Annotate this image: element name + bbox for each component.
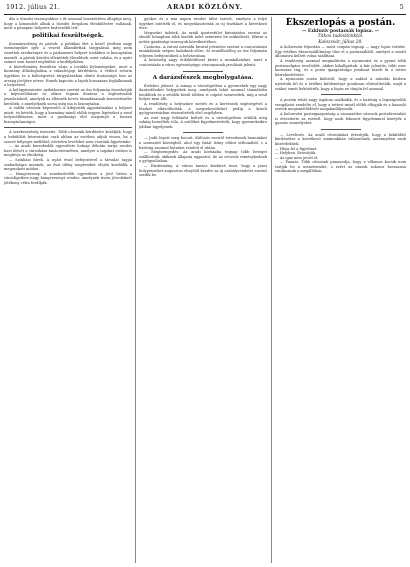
article-paragraph: — Hangverseny. A zenekedvelők egyesülete a jövő héten a városligetben nagy hangversenyt rendez, amelynek tiszta jövedelmét jótékony célra fordítják. [4, 171, 132, 185]
article-paragraph: — Színházi hírek. A nyári évad befejeztével a társulat tagjai szabadságra mennek, az őszi idény szeptember elején kezdődik a megszokott módon. [4, 158, 132, 172]
article-paragraph: Az eset nagy feltűnést keltett és a városligetben sétálók még sokáig beszéltek róla. A szülőket figyelmeztették, hogy gyermekeikre jobban ügyeljenek. [139, 115, 267, 129]
article-paragraph: A kolozsvári postaigazgatóság a szomszédos városok postahivatalait is értesítette az esetről, hogy azok fokozott figyelemmel kísérjék a gyanús személyeket. [275, 111, 406, 126]
article-paragraph: — Levelezés. Az aradi olvasóinkat értesítjük, hogy a beküldött kérdésekre a következő számunkban válaszolunk, amennyiben azok közérdekűek. [275, 132, 406, 146]
section-divider [321, 129, 361, 130]
article-paragraph: A szerkesztőség üzenetei. Több olvasónk kérdésére közöljük, hogy a beküldött kéziratokat csak abban az esetben adjuk vissza, ha a szerző bélyeget mellékel; névtelen leveleket nem veszünk figyelembe. [4, 130, 132, 144]
short-notice: — Helyben. Értesítjük. [275, 151, 317, 156]
article-paragraph: Megszűnt üzletek. Az aradi ipartestület kimutatása szerint az elmúlt hónapban több kisebb üzlet szüntette be működését, főként a nehéz gazdasági viszonyok következtében. [139, 30, 267, 44]
short-notice: — Hívja fel a figyelmet. [275, 146, 318, 151]
article-paragraph: A közvélemény feszülten várja a további fejleményeket, mert a kormány állásfoglalása a választójogi kérdésben, a véderő reform ügyében és a költségvetés tárgyalásában döntő fontosságú lesz az ország jövőjére nézve. Ennek kapcsán a lapok hosszasan foglalkoznak a helyzettel. [4, 64, 132, 88]
article-subheading: Titkos tudósítónktól. [317, 34, 364, 40]
section-divider [183, 132, 223, 133]
article-paragraph: — Az aradi kereskedők egyesülete holnap délután tartja rendes havi ülését a városháza tanácstermében, amelyre a tagokat ezúton is meghívja az elnökség. [4, 144, 132, 158]
article-paragraph: dés a tőzsdei viszonyokhoz s itt azonnal hozzáértően állapítja meg, hogy a kimondott alkuk a tőzsdei forgalom élénkülésére vallanak, mert a pénzpiac helyzete kedvezőbb lett. [4, 17, 132, 31]
article-subheading: — Exkluzív postazsák lopása. — [301, 29, 380, 34]
article-paragraph: Csatorna. A városi mérnöki hivatal jelentése szerint a csatornázási munkálatok szépen haladnak előre, és remélhetőleg az ősz folyamán teljesen befejeződnek a belvárosban. [139, 44, 267, 58]
column-middle [139, 17, 267, 563]
article-paragraph: A postán tehát nagy izgalom uralkodik, és a hatóság a legszigorúbb vizsgálatot rendelte el, hogy a tettest minél előbb elfogják és a hasonló esetek megismétlődését megakadályozzák. [275, 98, 406, 112]
section-divider [321, 94, 361, 95]
article-paragraph: — Panasz. Több olvasónk panaszolja, hogy a villamos kocsik nem tartják be a menetrendet, s ezért az utasok sokszor hosszasan várakoznak a megállókon. [275, 160, 406, 174]
section-divider [183, 71, 223, 72]
article-paragraph: A közönség nagy érdeklődéssel kíséri a munkálatokat, mert a csatornázás a város egészségügyi viszonyainak javulását jelenti. [139, 58, 267, 67]
article-paragraph: A vidéki városok képviselői is kifejezték aggodalmukat a helyzet miatt, és kérték, hogy a kormány minél előbb tegyen lépéseket a rend helyreállítására, mert a gazdasági élet megsínyli a hosszú bizonytalanságot. [4, 106, 132, 124]
article-paragraph: Kormányválság és pártok: a politikai élet a közel jövőben nagy eseményeket ígér, a vezető államférfiak tárgyalásai még nem vezettek eredményre és a parlamenti helyzet továbbra is bizonytalan maradt. A pártok közötti ellentétek élesebbek, mint valaha, és a nyári szünet sem hozott enyhülést a kedélyekben. [4, 41, 132, 65]
article-paragraph: Érdekes jelenet. A minap a városligetben a gyermekek egy nagy darázsfészket bolygattak meg, amelynek lakói azonnal támadásba lendültek és a sétálók közül többen is csípést szenvedtek, míg a rend helyre nem állt. [139, 83, 267, 102]
article-paragraph: gyükre és a mai napon rendes ülést tartott, amelyen a folyó ügyeket intézték el, és megválasztották az új tisztikart a következő évre. [139, 17, 267, 31]
article-paragraph: A kolozsvári főpostán — most csupán tegnap — nagy lopás történt. Egy értékes ékszerszállítmány tűnt el a postazsákból, amelyet a vasúti állomásra kellett volna szállítani. [275, 45, 406, 59]
short-notice: — Az igaz nem jutott el. [275, 155, 319, 160]
article-heading: A darázsfészek megbolygatása. [152, 74, 254, 81]
newspaper-title: ARADI KÖZLÖNY. [167, 3, 243, 11]
article-paragraph: — Megbetegedés. Az aradi kórházba tegnap több beteget szállítottak, akiknek állapota aggasztó, de az orvosok reménykednek a gyógyulásban. [139, 150, 267, 164]
column-right [275, 17, 406, 563]
page-number: 5 [399, 3, 404, 11]
article-headline: Ékszerlopás a postán. [285, 18, 396, 28]
article-paragraph: — Hirdetmény. A városi tanács közhírré teszi, hogy a piaci helypénzeket augusztus elsejétől kezdve az új szabályrendelet szerint szedik be. [139, 164, 267, 178]
article-paragraph: — Judit lépett meg bocsát. Különös esetről értesítenek bennünket a szomszéd községből, ahol egy fiatal leány eltűnt otthonából, s a hatóság azonnal kutatást rendelt el utána. [139, 136, 267, 150]
section-divider [4, 127, 132, 128]
issue-date: 1912. július 21. [6, 3, 61, 11]
article-paragraph: A rendőrség a helyszínre sietett és a kertészek segítségével a fészket eltávolították, a megsebesülteket pedig a közeli gyógyszertárban részesítették első segélyben. [139, 101, 267, 116]
article-heading: politikai feszültségek. [32, 32, 104, 39]
column-left [4, 17, 132, 563]
article-paragraph: A nyomozás során kiderült, hogy a zsákot a rakodás közben nyitották fel és a értékes küldeményt gondosan eltávolították, majd a zsákot ismét bekötötték, hogy a lopás ne tűnjön fel azonnal. [275, 77, 406, 91]
page-header [4, 2, 406, 15]
column-divider [271, 17, 272, 563]
article-paragraph: A belügyminiszter nyilatkozata szerint az ősz folyamán összehívják a képviselőházat és ekkor fognak dönteni a legfontosabb javaslatokról, amelyek az ellenzék heves támadásainak kereszttüzébe kerültek, s amelyeknek sorsa még ma is bizonytalan. [4, 87, 132, 106]
article-paragraph: A rendőrség azonnal megindította a nyomozást és a gyanú több postaszolgára terelődött, akiket kihallgattak. A kár jelentős, több ezer koronára rúg, és a posta igazgatósága jutalmat tűzött ki a tettes kézrekerítésére. [275, 59, 406, 77]
article-subheading: Kolozsvár, július 20. [318, 39, 363, 45]
column-divider [135, 17, 136, 563]
newspaper-page [4, 2, 406, 565]
